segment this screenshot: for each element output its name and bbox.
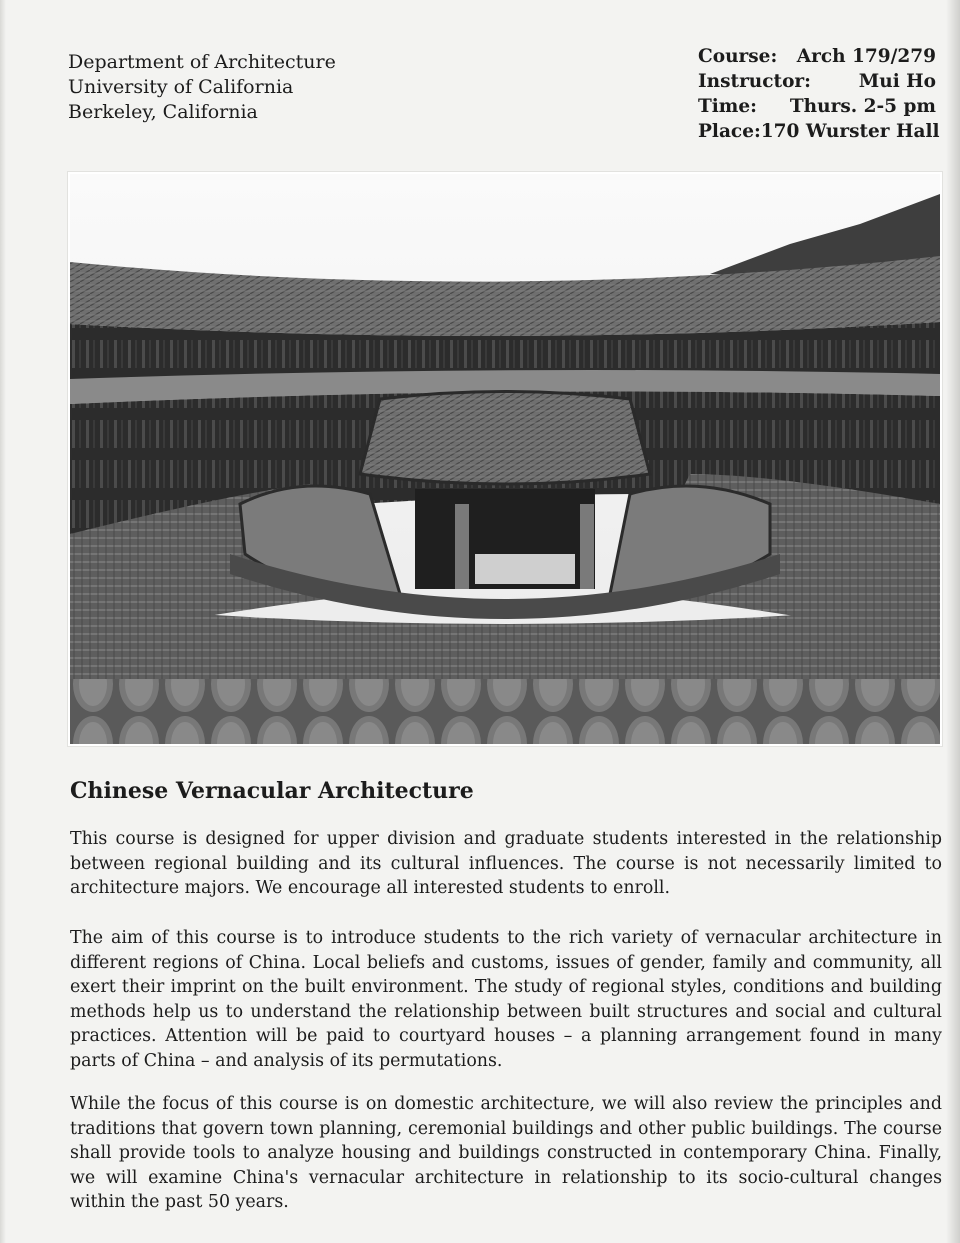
time-label: Time: [698,96,757,117]
time-row [698,94,936,119]
place-label: Place: [698,121,761,142]
course-info [698,44,940,144]
instructor-row [698,69,936,94]
department-address [68,50,336,125]
scan-edge-right [946,0,960,1243]
instructor-value: Mui Ho [858,71,936,92]
time-value: Thurs. 2-5 pm [789,96,936,117]
course-value: Arch 179/279 [796,46,936,67]
paragraph-aim: The aim of this course is to introduce students to the rich variety of vernacular architecture in different regions of China. Local beliefs and customs, issues of gender, family and community, all exert their imprint on the built environment. The study of regional styles, conditions and building methods help us to understand the relationship between built structures and social and cultural practices. Attention will be paid to courtyard houses – a planning arrangement found in many parts of China – and analysis of its permutations. [70,928,942,1071]
photo-frame [68,172,942,746]
course-title: Chinese Vernacular Architecture [70,778,474,804]
place-row [698,119,940,144]
photo-tulou-courtyard [70,174,940,744]
department-line: Department of Architecture [68,51,336,73]
course-row [698,44,936,69]
scan-edge-left [0,0,6,1243]
paragraph-intro: This course is designed for upper division and graduate students interested in the relationship between regional building and its cultural influences. The course is not necessarily limited to architecture majors. We encourage all interested students to enroll. [70,829,942,898]
university-line: University of California [68,76,294,98]
course-label: Course: [698,46,778,67]
city-line: Berkeley, California [68,101,258,123]
place-value: 170 Wurster Hall [760,121,940,142]
instructor-label: Instructor: [698,71,811,92]
paragraph-focus: While the focus of this course is on domestic architecture, we will also review the principles and traditions that govern town planning, ceremonial buildings and other public buildings. The course shall provide tools to analyze housing and buildings constructed in contemporary China. Finally, we will examine China's vernacular architecture in relationship to its socio-cultural changes within the past 50 years. [70,1094,942,1212]
